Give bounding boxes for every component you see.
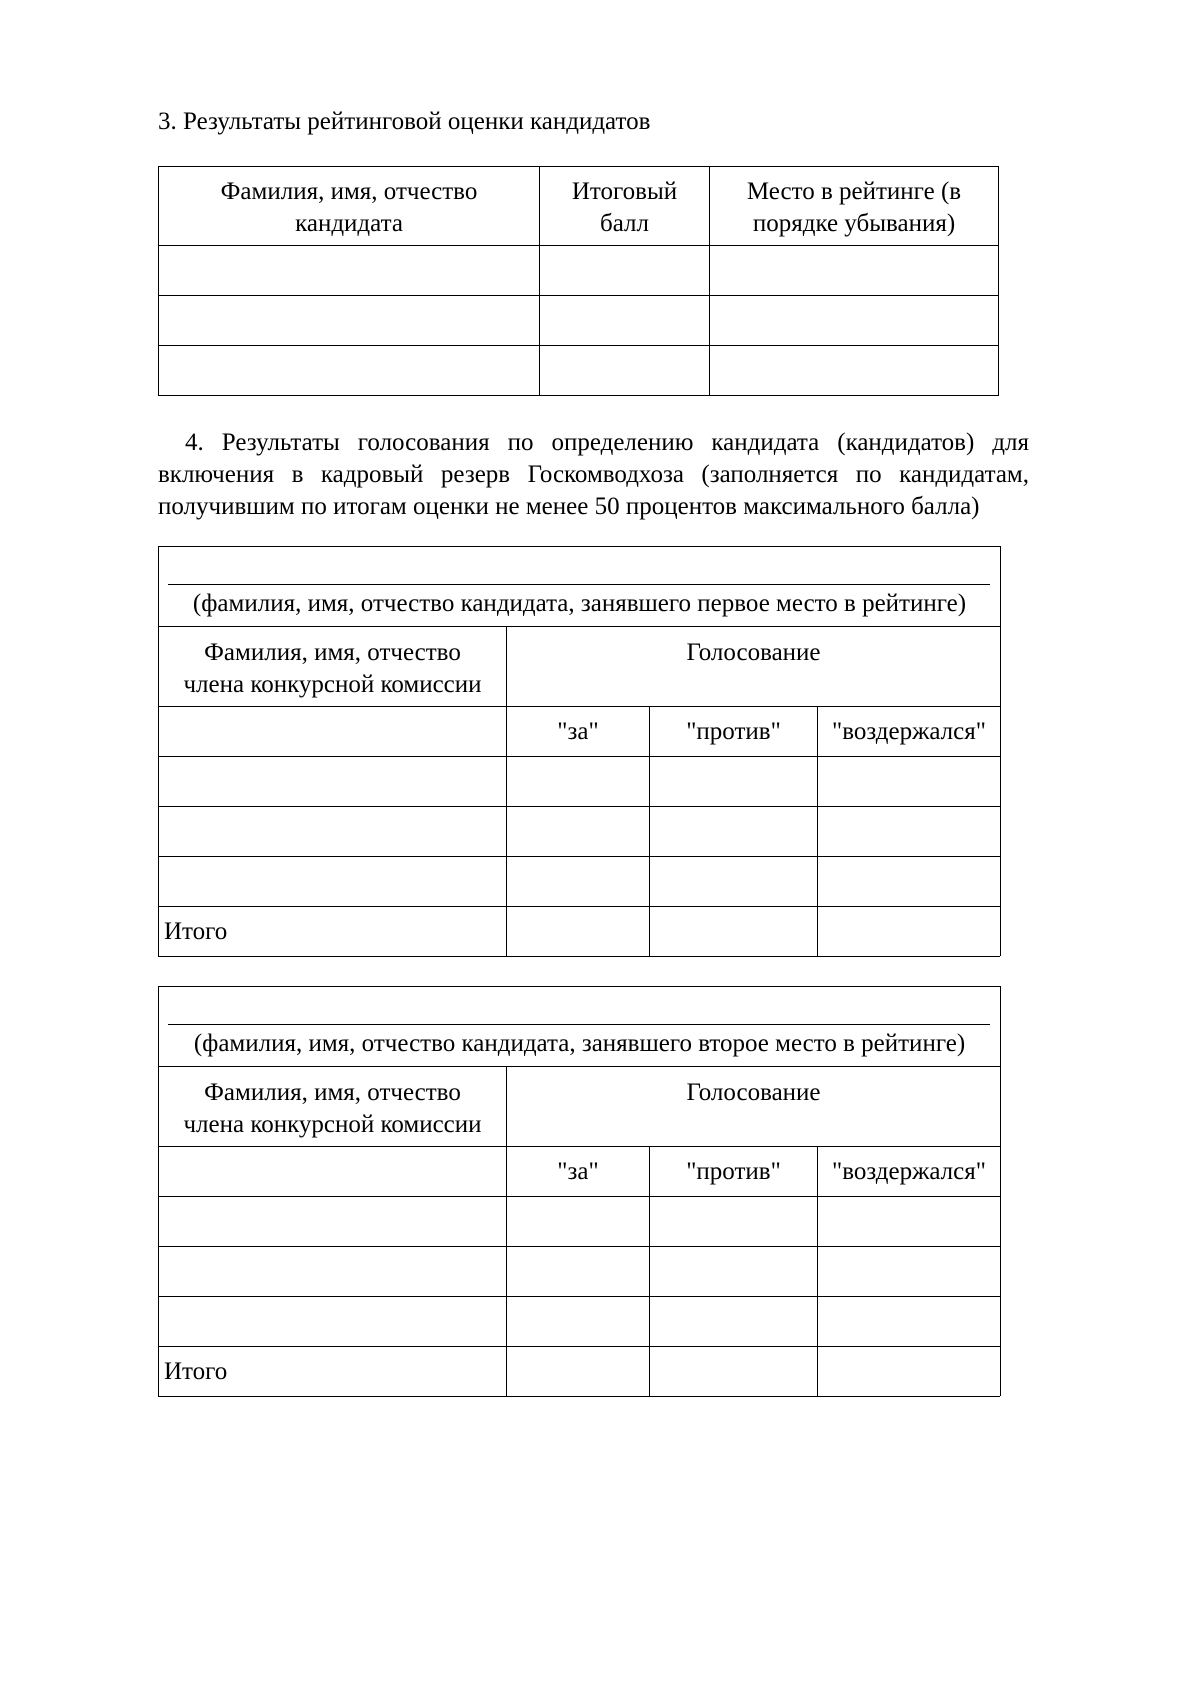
table-row xyxy=(159,757,999,806)
table-row xyxy=(159,1247,999,1296)
vote-for-header: "за" xyxy=(557,1158,599,1185)
vote-abstain-header: "воздержался" xyxy=(832,1158,986,1185)
vote-against-header: "против" xyxy=(686,1158,781,1185)
voting-header: Голосование xyxy=(686,1079,821,1106)
table-row xyxy=(159,1297,999,1346)
section3-heading: 3. Результаты рейтинговой оценки кандидатов xyxy=(158,108,651,135)
vote-abstain-header: "воздержался" xyxy=(832,718,986,745)
table-row xyxy=(159,1197,999,1246)
member-header: Фамилия, имя, отчество члена конкурсной комиссии xyxy=(183,639,482,698)
rating-header-name: Фамилия, имя, отчество кандидата xyxy=(220,178,478,237)
section4-paragraph: 4. Результаты голосования по определению кандидата (кандидатов) для включения в кадровый резерв Госкомводхоза (заполняется по кандидатам, получившим по итогам оценки не менее 50 процентов максимального балла) xyxy=(158,429,1029,520)
table-row xyxy=(159,807,999,856)
member-header: Фамилия, имя, отчество члена конкурсной комиссии xyxy=(183,1079,482,1138)
rating-header-score: Итоговый балл xyxy=(571,178,678,237)
candidate-caption: (фамилия, имя, отчество кандидата, занявшего второе место в рейтинге) xyxy=(193,1030,966,1057)
voting-header: Голосование xyxy=(686,639,821,666)
table-row xyxy=(159,246,998,295)
name-fill-line xyxy=(168,584,990,585)
table-row xyxy=(159,296,998,345)
total-label: Итого xyxy=(164,918,228,945)
vote-for-header: "за" xyxy=(557,718,599,745)
total-label: Итого xyxy=(164,1358,228,1385)
rating-header-place: Место в рейтинге (в порядке убывания) xyxy=(746,178,962,237)
table-row xyxy=(159,346,998,395)
table-row xyxy=(159,857,999,906)
candidate-caption: (фамилия, имя, отчество кандидата, занявшего первое место в рейтинге) xyxy=(192,590,967,617)
name-fill-line xyxy=(168,1024,990,1025)
vote-against-header: "против" xyxy=(686,718,781,745)
